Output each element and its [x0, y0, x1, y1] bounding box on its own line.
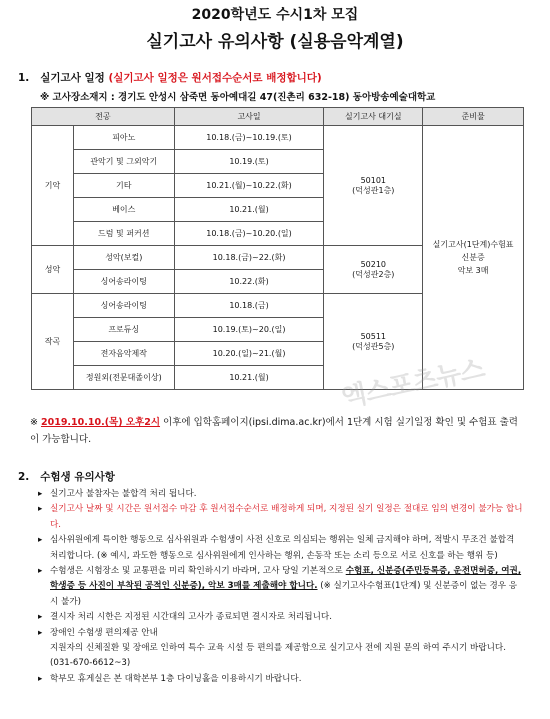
caution-list: [38, 487, 524, 687]
major-cell: 싱어송라이팅: [73, 270, 174, 294]
list-item: [38, 564, 524, 610]
date-cell: 10.21.(월): [174, 366, 324, 390]
item-text: (※ 실기고사수험표(1단계) 및 신분증이 없는 경우 응시 불가): [50, 581, 518, 607]
supply-item: 신분증: [461, 253, 485, 262]
header-major: 전공: [32, 108, 175, 126]
category-cell: 기악: [32, 126, 74, 246]
section1-heading: [18, 70, 322, 85]
major-cell: 전자음악제작: [73, 342, 174, 366]
room-number: 50511: [360, 331, 387, 341]
list-item: [38, 610, 524, 625]
section1-number: 1.: [18, 72, 30, 84]
item-text: 결시자 처리 시한은 지정된 시간대의 고사가 종료되면 결시자로 처리됩니다.: [50, 612, 332, 623]
date-cell: 10.22.(화): [174, 270, 324, 294]
section2-number: 2.: [18, 471, 30, 483]
date-cell: 10.18.(금): [174, 294, 324, 318]
category-cell: 성악: [32, 246, 74, 294]
room-building: (덕성관2층): [352, 269, 395, 279]
major-cell: 기타: [73, 174, 174, 198]
section2-heading: [18, 469, 115, 484]
item-text: 수험생은 시험장소 및 교통편을 미리 확인하시기 바라며, 고사 당일 기본적으로: [50, 566, 346, 577]
date-cell: 10.20.(일)~21.(월): [174, 342, 324, 366]
bullet-icon: ▸: [38, 535, 43, 546]
date-cell: 10.18.(금)~22.(화): [174, 246, 324, 270]
bullet-icon: ▸: [38, 489, 43, 499]
notice-date: 2019.10.10.(목) 오후2시: [40, 417, 161, 428]
major-cell: 성악(보컬): [73, 246, 174, 270]
room-number: 50101: [360, 175, 387, 185]
notice-body: 이후에 입학홈페이지(ipsi.dima.ac.kr)에서 1단계 시험 실기일정 확인 및 수험표 출력이 가능합니다.: [30, 417, 518, 445]
room-number: 50210: [360, 259, 387, 269]
room-cell: [324, 246, 423, 294]
room-building: (덕성관1층): [352, 185, 395, 195]
date-cell: 10.18.(금)~10.20.(일): [174, 222, 324, 246]
bullet-icon: ▸: [38, 504, 43, 515]
list-item: [38, 502, 524, 533]
date-cell: 10.18.(금)~10.19.(토): [174, 126, 324, 150]
page-title-line2: 실기고사 유의사항 (실용음악계열): [146, 32, 404, 52]
bullet-icon: ▸: [38, 612, 43, 623]
room-building: (덕성관5층): [352, 341, 395, 351]
item-text: 실기고사 불참자는 불합격 처리 됩니다.: [50, 489, 197, 499]
notice-prefix: ※: [30, 417, 41, 428]
section1-note: (실기고사 일정은 원서접수순서로 배정합니다): [108, 72, 322, 84]
major-cell: 드럼 및 퍼커션: [73, 222, 174, 246]
schedule-table: [31, 107, 524, 390]
major-cell: 프로듀싱: [73, 318, 174, 342]
list-item: [38, 533, 524, 564]
item-text: 학부모 휴게실은 본 대학본부 1층 다이닝홀을 이용하시기 바랍니다.: [50, 673, 302, 684]
major-cell: 피아노: [73, 126, 174, 150]
major-cell: 싱어송라이팅: [73, 294, 174, 318]
bullet-icon: ▸: [38, 566, 43, 577]
notice-text: [30, 414, 526, 448]
date-cell: 10.19.(토)~20.(일): [174, 318, 324, 342]
section1-title: 실기고사 일정: [40, 72, 105, 84]
date-cell: 10.21.(월): [174, 198, 324, 222]
bullet-icon: ▸: [38, 673, 43, 684]
header-supplies: 준비물: [423, 108, 524, 126]
list-item: [38, 626, 524, 672]
room-cell: [324, 126, 423, 246]
section2-title: 수험생 유의사항: [40, 471, 115, 483]
header-room: 실기고사 대기실: [324, 108, 423, 126]
list-item: [38, 672, 524, 687]
item-subtext: 지원자의 신체질환 및 장애로 인하여 특수 교육 시설 등 편의를 제공함으로 실기고사 전에 지원 문의 하여 주시기 바랍니다. (031-670-6612~3): [50, 643, 506, 669]
supply-item: 악보 3매: [457, 266, 489, 275]
major-cell: 관악기 및 그외악기: [73, 150, 174, 174]
item-text: 심사위원에게 특이한 행동으로 심사위원과 수험생이 사전 신호로 의심되는 행위는 일체 금지해야 하며, 적발시 무조건 불합격 처리합니다. (※ 예시, 과도한 행동으로 심사위원에게 인사하는 행위, 손동작 또는 소리 등으로 서로 신호를 하는 행위 등): [50, 535, 515, 561]
list-item: [38, 487, 524, 502]
date-cell: 10.19.(토): [174, 150, 324, 174]
major-cell: 정원외(전문대졸이상): [73, 366, 174, 390]
supply-item: 실기고사(1단계)수험표: [432, 240, 514, 249]
item-text: 장애인 수험생 편의제공 안내: [50, 627, 158, 638]
exam-address: ※ 고사장소재지 : 경기도 안성시 삼죽면 동아예대길 47(진촌리 632-18) 동아방송예술대학교: [40, 92, 436, 103]
bullet-icon: ▸: [38, 627, 43, 638]
header-date: 고사일: [174, 108, 324, 126]
item-text: 실기고사 날짜 및 시간은 원서접수 마감 후 원서접수순서로 배정하게 되며, 지정된 실기 일정은 절대로 임의 변경이 불가능 합니다.: [50, 504, 523, 530]
page-title-line1: 2020학년도 수시1차 모집: [191, 7, 359, 23]
item-text-emphasis: 수험표, 신분증(주민등록증, 운전면허증, 여권, 학생증 등 사진이 부착된 공적인 신분증), 악보 3매를 제출해야 합니다.: [50, 566, 522, 592]
watermark: 엑스포츠뉴스: [338, 354, 487, 414]
category-cell: 작곡: [32, 294, 74, 390]
date-cell: 10.21.(월)~10.22.(화): [174, 174, 324, 198]
major-cell: 베이스: [73, 198, 174, 222]
